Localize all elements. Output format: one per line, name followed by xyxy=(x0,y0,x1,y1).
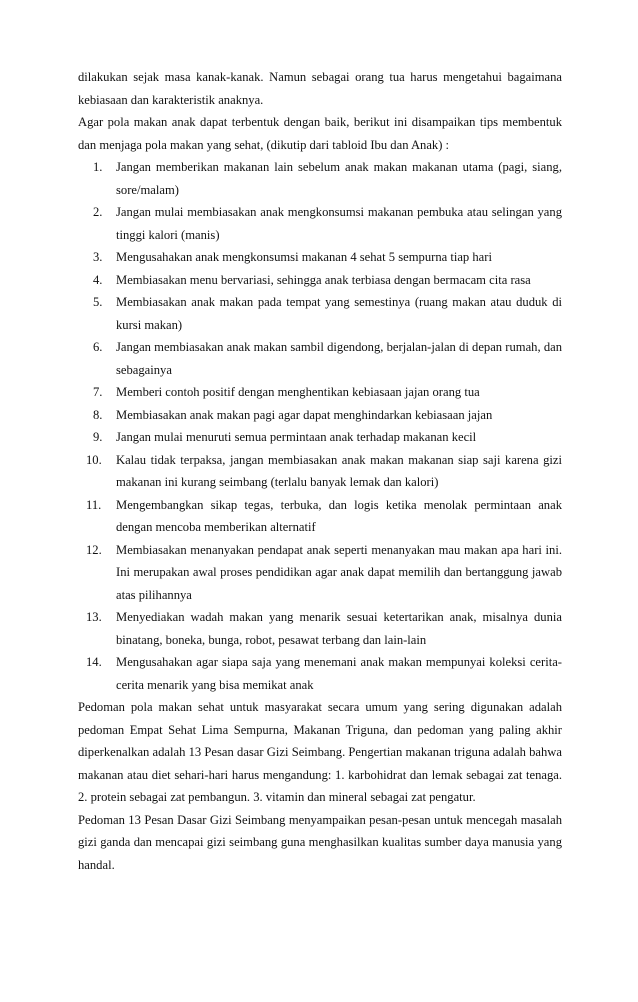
list-item-text: Membiasakan anak makan pagi agar dapat menghindarkan kebiasaan jajan xyxy=(116,407,493,422)
list-item-text: Jangan membiasakan anak makan sambil digendong, berjalan-jalan di depan rumah, dan sebagainya xyxy=(116,340,562,377)
list-item xyxy=(78,404,562,427)
list-item-text: Membiasakan anak makan pada tempat yang semestinya (ruang makan atau duduk di kursi makan) xyxy=(116,295,562,332)
list-item-number: 12. xyxy=(86,542,102,557)
list-item-number: 3. xyxy=(93,250,103,264)
list-item-number: 13. xyxy=(86,610,102,624)
list-item xyxy=(78,336,562,381)
list-item xyxy=(78,494,562,539)
body-paragraph-1: Pedoman pola makan sehat untuk masyarakat secara umum yang sering digunakan adalah pedoman Empat Sehat Lima Sempurna, Makanan Triguna, dan pedoman yang paling akhir diperkenalkan adalah 13 Pesan dasar Gizi Seimbang. Pengertian makanan triguna adalah bahwa makanan atau diet sehari-hari harus mengandung: 1. karbohidrat dan lemak sebagai zat tenaga. 2. protein sebagai zat pembangun. 3. vitamin dan mineral sebagai zat pengatur. xyxy=(78,700,562,804)
list-item xyxy=(78,269,562,292)
list-item-text: Membiasakan menu bervariasi, sehingga anak terbiasa dengan bermacam cita rasa xyxy=(116,272,531,287)
list-item-text: Menyediakan wadah makan yang menarik sesuai ketertarikan anak, misalnya dunia binatang, boneka, bunga, robot, pesawat terbang dan lain-lain xyxy=(116,610,562,647)
list-item-text: Membiasakan menanyakan pendapat anak seperti menanyakan mau makan apa hari ini. Ini merupakan awal proses pendidikan agar anak dapat memilih dan bertanggung jawab atas pilihannya xyxy=(116,542,562,602)
list-item xyxy=(78,651,562,696)
list-item xyxy=(78,246,562,269)
list-item-text: Mengembangkan sikap tegas, terbuka, dan logis ketika menolak permintaan anak dengan mencoba memberikan alternatif xyxy=(116,497,562,534)
list-item xyxy=(78,381,562,404)
body-paragraph-2: Pedoman 13 Pesan Dasar Gizi Seimbang menyampaikan pesan-pesan untuk mencegah masalah gizi ganda dan mencapai gizi seimbang guna menghasilkan kualitas sumber daya manusia yang handal. xyxy=(78,812,562,872)
list-item-number: 9. xyxy=(93,430,103,444)
document-page xyxy=(78,66,562,876)
list-item-number: 7. xyxy=(93,385,103,399)
list-item xyxy=(78,539,562,607)
list-item-text: Jangan mulai menuruti semua permintaan anak terhadap makanan kecil xyxy=(116,430,477,444)
list-item-text: Mengusahakan agar siapa saja yang menemani anak makan mempunyai koleksi cerita-cerita menarik yang bisa memikat anak xyxy=(116,655,562,692)
list-item-number: 8. xyxy=(93,407,103,422)
list-item xyxy=(78,606,562,651)
list-item-number: 5. xyxy=(93,295,103,309)
list-item-text: Jangan memberikan makanan lain sebelum anak makan makanan utama (pagi, siang, sore/malam) xyxy=(116,160,562,197)
list-item-number: 4. xyxy=(93,272,103,287)
list-item xyxy=(78,291,562,336)
list-item xyxy=(78,426,562,449)
list-item-number: 10. xyxy=(86,452,102,467)
list-item-text: Mengusahakan anak mengkonsumsi makanan 4 sehat 5 sempurna tiap hari xyxy=(116,250,492,264)
list-item-number: 6. xyxy=(93,340,103,354)
list-item-number: 1. xyxy=(93,160,103,174)
list-item-text: Jangan mulai membiasakan anak mengkonsumsi makanan pembuka atau selingan yang tinggi kalori (manis) xyxy=(116,205,562,242)
list-item-number: 11. xyxy=(86,497,102,512)
list-item xyxy=(78,156,562,201)
intro-paragraph-2: Agar pola makan anak dapat terbentuk dengan baik, berikut ini disampaikan tips membentuk dan menjaga pola makan yang sehat, (dikutip dari tabloid Ibu dan Anak) : xyxy=(78,115,562,152)
list-item-text: Kalau tidak terpaksa, jangan membiasakan anak makan makanan siap saji karena gizi makanan ini kurang seimbang (terlalu banyak lemak dan kalori) xyxy=(116,452,562,489)
list-item xyxy=(78,201,562,246)
intro-paragraph-1: dilakukan sejak masa kanak-kanak. Namun sebagai orang tua harus mengetahui bagaimana kebiasaan dan karakteristik anaknya. xyxy=(78,70,562,107)
tips-list xyxy=(78,156,562,696)
list-item-text: Memberi contoh positif dengan menghentikan kebiasaan jajan orang tua xyxy=(116,385,480,399)
list-item-number: 2. xyxy=(93,205,103,219)
list-item-number: 14. xyxy=(86,655,102,669)
list-item xyxy=(78,449,562,494)
